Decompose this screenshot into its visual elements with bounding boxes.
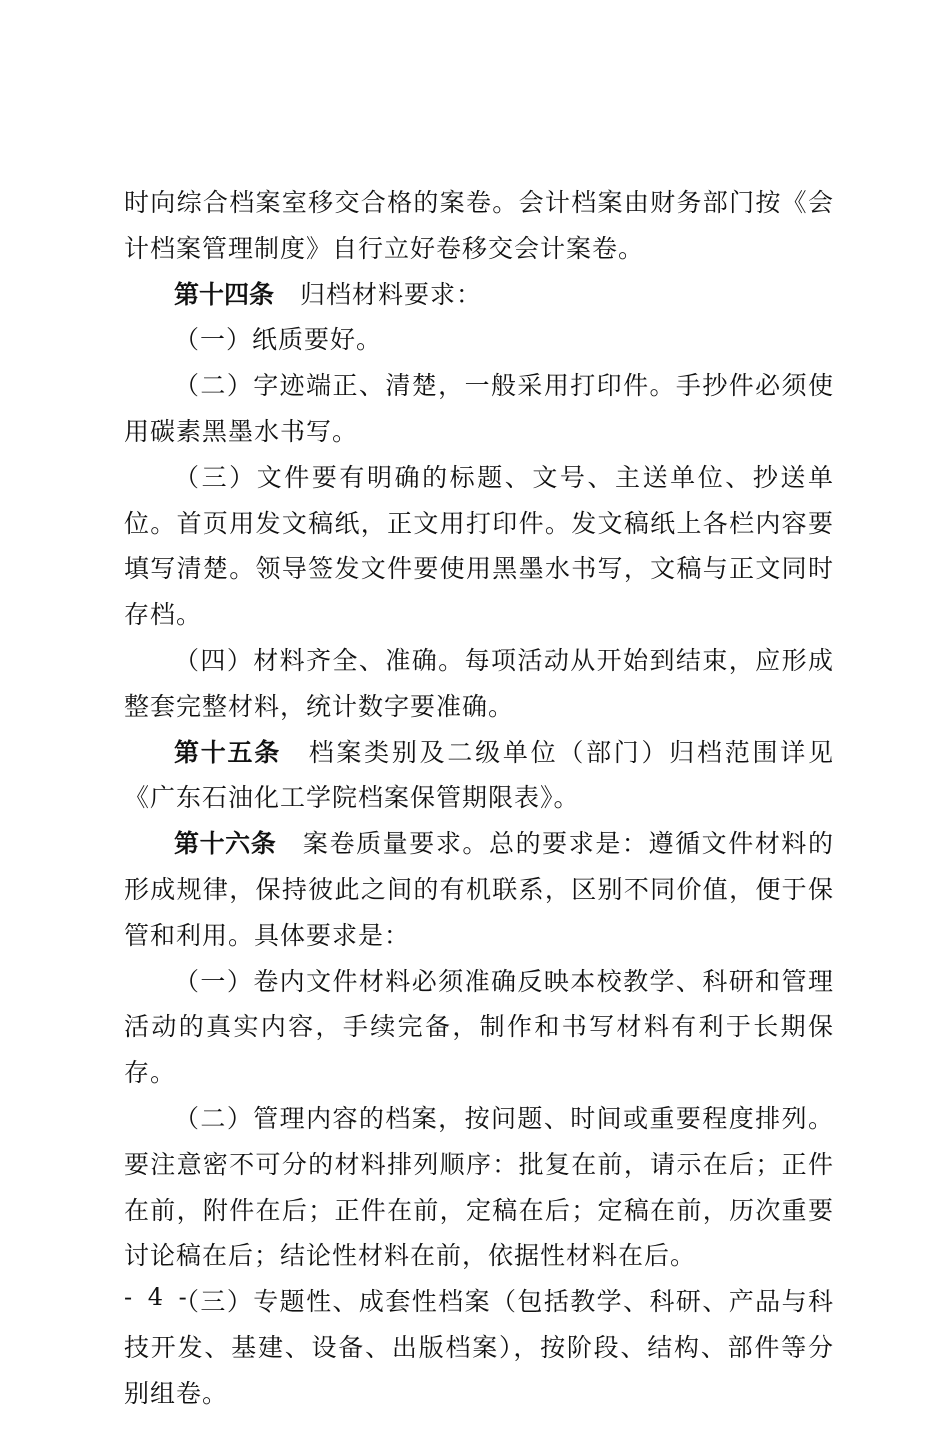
paragraph-continuation: 时向综合档案室移交合格的案卷。会计档案由财务部门按《会计档案管理制度》自行立好卷移交会计案卷。 xyxy=(124,188,834,263)
item-paragraph: （三）文件要有明确的标题、文号、主送单位、抄送单位。首页用发文稿纸，正文用打印件。发文稿纸上各栏内容要填写清楚。领导签发文件要使用黑墨水书写，文稿与正文同时存档。 xyxy=(124,462,834,630)
article-heading: 第十六条 xyxy=(174,829,277,859)
article-text: 案卷质量要求。总的要求是：遵循文件材料的形成规律，保持彼此之间的有机联系，区别不同价值，便于保管和利用。具体要求是： xyxy=(124,829,834,950)
body-text xyxy=(124,180,834,1417)
article-16 xyxy=(124,821,834,958)
article-heading: 第十四条 xyxy=(174,279,275,309)
article-text: 档案类别及二级单位（部门）归档范围详见《广东石油化工学院档案保管期限表》。 xyxy=(124,737,834,813)
article-heading: 第十五条 xyxy=(174,737,281,767)
item-paragraph: （四）材料齐全、准确。每项活动从开始到结束，应形成整套完整材料，统计数字要准确。 xyxy=(124,645,834,721)
article-text: 归档材料要求： xyxy=(300,279,483,309)
article-15 xyxy=(124,730,834,822)
item-paragraph: （三）专题性、成套性档案（包括教学、科研、产品与科技开发、基建、设备、出版档案），按阶段、结构、部件等分别组卷。 xyxy=(124,1287,834,1408)
item-paragraph: （二）管理内容的档案，按问题、时间或重要程度排列。要注意密不可分的材料排列顺序：批复在前，请示在后；正件在前，附件在后；正件在前，定稿在后；定稿在前，历次重要讨论稿在后；结论性材料在前，依据性材料在后。 xyxy=(124,1103,834,1271)
article-14 xyxy=(124,272,834,318)
item-paragraph: （一）卷内文件材料必须准确反映本校教学、科研和管理活动的真实内容，手续完备，制作和书写材料有利于长期保存。 xyxy=(124,966,834,1088)
item-paragraph: （一）纸质要好。 xyxy=(174,325,383,355)
page-number: - 4 - xyxy=(124,1283,191,1311)
item-paragraph: （二）字迹端正、清楚，一般采用打印件。手抄件必须使用碳素黑墨水书写。 xyxy=(124,371,834,446)
